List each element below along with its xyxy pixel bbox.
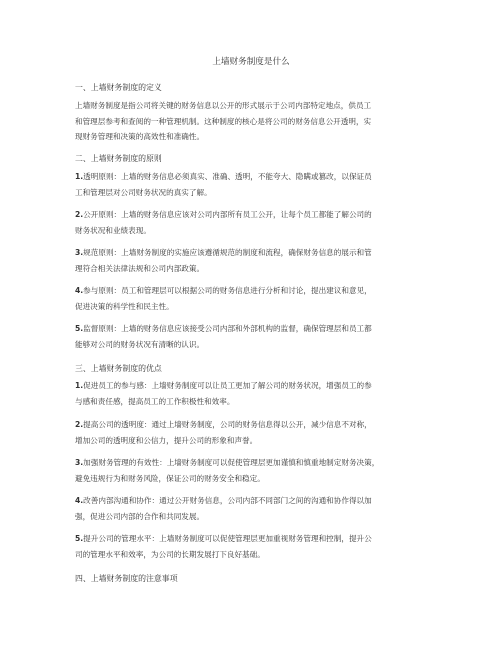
paragraph-line: 上墙财务制度是指公司将关键的财务信息以公开的形式展示于公司内部特定地点，供员工 [75,101,372,110]
paragraph-line: 理符合相关法律法规和公司内部政策。 [75,263,205,273]
list-item [75,493,435,524]
paragraph-line: 司的管理水平和效率，为公司的长期发展打下良好基础。 [75,549,265,559]
paragraph-line: 提升公司的管理水平：上墙财务制度可以促使管理层更加重视财务管理和控制，提升公 [83,534,372,543]
paragraph-line: 促进决策的科学性和民主性。 [75,301,174,311]
item-number: 5. [75,324,84,333]
section-heading: 二、上墙财务制度的原则 [75,154,162,163]
section-heading: 一、上墙财务制度的定义 [75,83,162,92]
item-number: 3. [75,458,84,467]
paragraph-line: 现财务管理和决策的高效性和准确性。 [75,132,205,141]
item-number: 2. [75,210,84,219]
paragraph-line: 透明原则：上墙的财务信息必须真实、准确、透明，不能夸大、隐瞒或篡改，以保证员 [83,172,372,181]
section-heading: 四、上墙财务制度的注意事项 [75,574,178,583]
paragraph-line: 增加公司的透明度和公信力，提升公司的形象和声誉。 [75,435,258,445]
paragraph-line: 和管理层参考和查阅的一种管理机制。这种制度的核心是将公司的财务信息公开透明，实 [75,116,372,126]
paragraph-line: 能够对公司的财务状况有清晰的认识。 [75,339,205,349]
item-number: 4. [75,286,84,295]
paragraph-line: 强，促进公司内部的合作和共同发展。 [75,511,205,521]
list-item [75,455,435,486]
list-item [75,245,435,276]
paragraph-line: 加强财务管理的有效性：上墙财务制度可以促使管理层更加谨慎和慎重地制定财务决策， [83,458,380,467]
item-number: 3. [75,248,84,257]
list-item [75,378,435,409]
paragraph-line: 避免违规行为和财务风险，保证公司的财务安全和稳定。 [75,473,265,483]
paragraph-line: 改善内部沟通和协作：通过公开财务信息，公司内部不同部门之间的沟通和协作得以加 [83,496,372,505]
paragraph-line: 公开原则：上墙的财务信息应该对公司内部所有员工公开，让每个员工都能了解公司的 [83,210,372,219]
paragraph-line: 财务状况和业绩表现。 [75,225,151,235]
item-number: 1. [75,381,84,390]
item-number: 5. [75,534,84,543]
list-item [75,169,435,200]
list-item [75,207,435,238]
list-item [75,417,435,448]
paragraph-line: 规范原则：上墙财务制度的实施应该遵循规范的制度和流程，确保财务信息的展示和管 [83,248,372,257]
paragraph-line: 与感和责任感，提高员工的工作积极性和效率。 [75,396,235,406]
item-number: 4. [75,496,84,505]
list-item [75,531,435,562]
paragraph-line: 监督原则：上墙的财务信息应该接受公司内部和外部机构的监督，确保管理层和员工都 [83,324,372,333]
paragraph-line: 参与原则：员工和管理层可以根据公司的财务信息进行分析和讨论，提出建议和意见， [83,286,372,295]
section-heading: 三、上墙财务制度的优点 [75,364,162,373]
paragraph-line: 工和管理层对公司财务状况的真实了解。 [75,187,212,197]
list-item [75,283,435,314]
list-item [75,321,435,352]
paragraph [75,98,435,145]
item-number: 2. [75,420,84,429]
paragraph-line: 提高公司的透明度：通过上墙财务制度，公司的财务信息得以公开，减少信息不对称， [83,420,372,429]
item-number: 1. [75,172,84,181]
document-title: 上墙财务制度是什么 [212,57,290,67]
paragraph-line: 促进员工的参与感：上墙财务制度可以让员工更加了解公司的财务状况，增强员工的参 [83,381,372,390]
